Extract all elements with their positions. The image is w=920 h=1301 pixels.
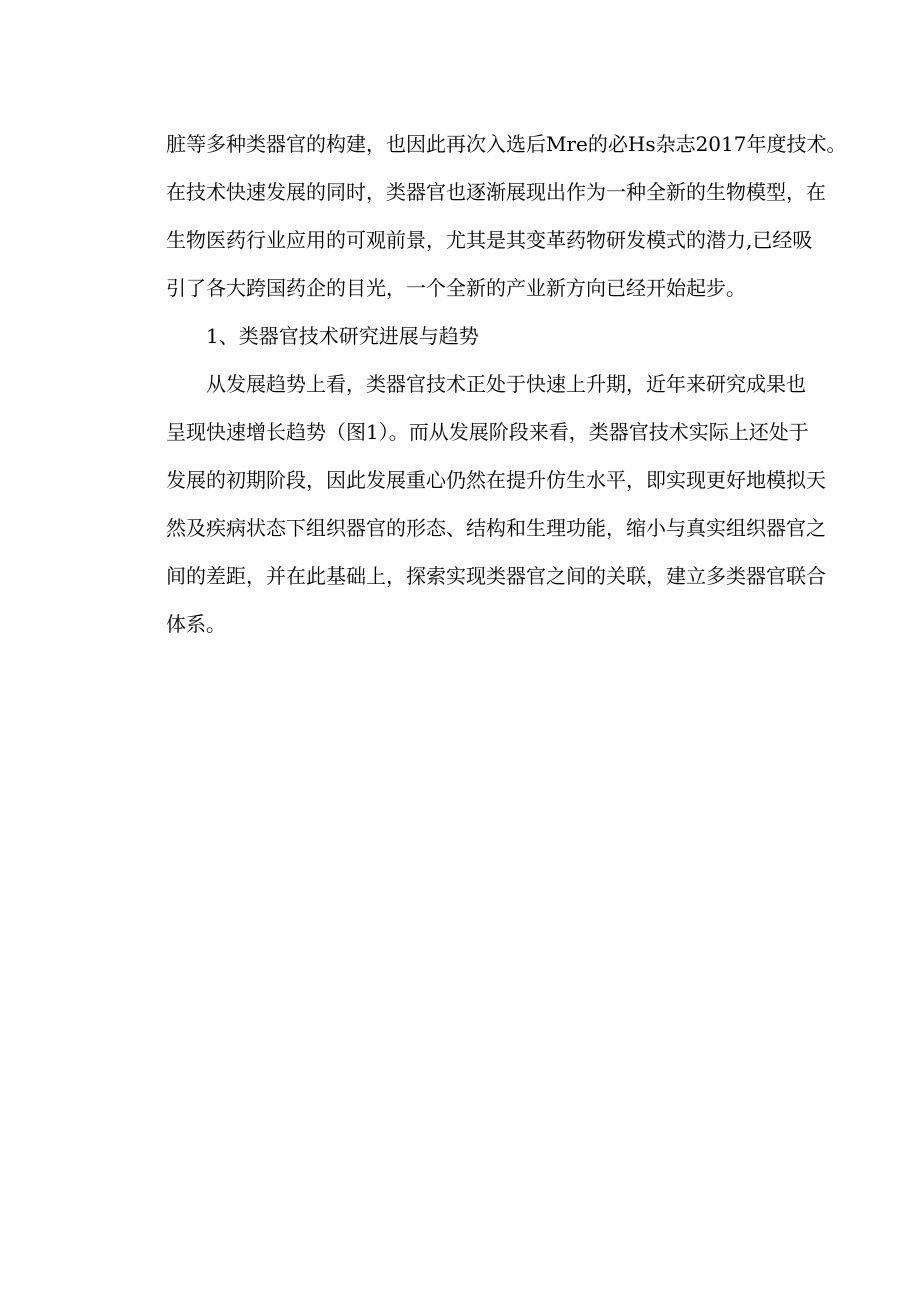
text-line: 然及疾病状态下组织器官的形态、结构和生理功能，缩小与真实组织器官之 xyxy=(166,516,826,540)
document-body xyxy=(166,120,847,648)
text-line: 引了各大跨国药企的目光，一个全新的产业新方向已经开始起步。 xyxy=(166,276,746,300)
text-line: 间的差距，并在此基础上，探索实现类器官之间的关联，建立多类器官联合 xyxy=(166,564,826,588)
text-line: 呈现快速增长趋势（图1）。而从发展阶段来看，类器官技术实际上还处于 xyxy=(166,420,809,444)
text-line: 从发展趋势上看，类器官技术正处于快速上升期，近年来研究成果也 xyxy=(206,372,806,396)
text-line: 发展的初期阶段，因此发展重心仍然在提升仿生水平，即实现更好地模拟天 xyxy=(166,468,826,492)
paragraph-trends xyxy=(166,360,826,648)
paragraph-intro xyxy=(166,120,847,312)
text-line: 在技术快速发展的同时，类器官也逐渐展现出作为一种全新的生物模型，在 xyxy=(166,180,826,204)
text-line: 体系。 xyxy=(166,612,226,636)
section-heading: 1、类器官技术研究进展与趋势 xyxy=(206,324,479,348)
text-line: 生物医药行业应用的可观前景，尤其是其变革药物研发模式的潜力,已经吸 xyxy=(166,228,813,252)
text-line: 脏等多种类器官的构建，也因此再次入选后Mre的必Hs杂志2017年度技术。 xyxy=(166,132,847,156)
